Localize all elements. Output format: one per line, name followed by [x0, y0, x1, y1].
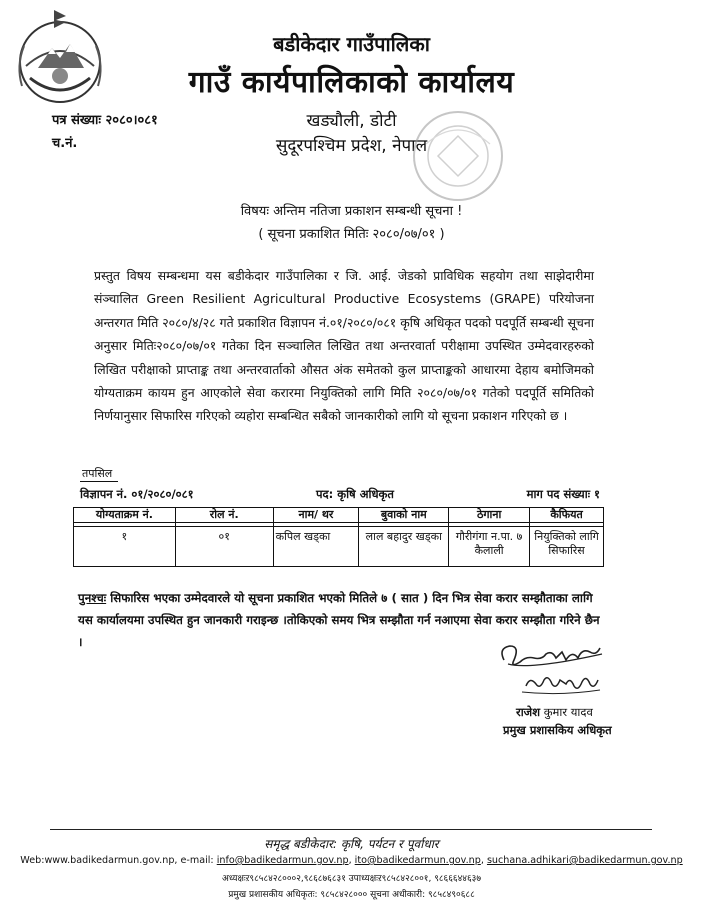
- cell-merit-rank: १: [74, 527, 176, 567]
- cell-remarks: नियुक्तिको लागि सिफारिस: [530, 527, 604, 567]
- footer-divider: [50, 829, 652, 830]
- footer-sep-2: ,: [480, 855, 487, 866]
- footer-slogan: समृद्ध बडीकेदार: कृषि, पर्यटन र पूर्वाधार: [264, 837, 439, 851]
- handwritten-signature: [490, 640, 610, 700]
- signatory-name: [516, 705, 593, 720]
- footer-phone-line-2: प्रमुख प्रशासकीय अधिकृतः: ९८५८४२८००० सूचना अधीकारी: ९८५८४९०६८८: [228, 890, 475, 900]
- schedule-underline: [80, 481, 118, 482]
- cell-father-name: लाल बहादुर खड्का: [359, 527, 449, 567]
- cell-name: कपिल खड्का: [273, 527, 359, 567]
- org-name: बडीकेदार गाउँपालिका: [273, 32, 430, 56]
- header-remarks: कैफियत: [530, 508, 604, 523]
- notice-subject: विषयः अन्तिम नतिजा प्रकाशन सम्बन्धी सूचना !: [240, 204, 463, 219]
- demand-post-count: माग पद संख्याः १: [526, 487, 600, 501]
- table-row: [74, 527, 604, 567]
- postscript-text: सिफारिस भएका उम्मेदवारले यो सूचना प्रकाशित भएको मितिले ७ ( सात ) दिन भित्र सेवा करार सम्झौताका लागि यस कार्यालयमा उपस्थित हुन जानकारी गराइन्छ ।तोकिएको समय भित्र सम्झौता गर्न नआएमा सेवा करार सम्झौता गरिने छैन ।: [78, 591, 600, 649]
- office-name: गाउँ कार्यपालिकाको कार्यालय: [188, 65, 515, 100]
- signatory-first-name: राजेश: [516, 705, 541, 719]
- signatory-rest-name: कुमार यादव: [540, 705, 593, 719]
- signatory-title: प्रमुख प्रशासकिय अधिकृत: [503, 723, 612, 737]
- result-table: [73, 507, 604, 567]
- header-name: नाम/ थर: [273, 508, 359, 523]
- cell-address: गौरीगंगा न.पा. ७ कैलाली: [449, 527, 530, 567]
- footer-sep-1: ,: [348, 855, 355, 866]
- office-seal-stamp: [408, 106, 508, 206]
- letter-number-value: २०८०।०८१: [105, 113, 158, 128]
- cell-roll-no: ०१: [175, 527, 273, 567]
- header-merit-rank: योग्यताक्रम नं.: [74, 508, 176, 523]
- advertisement-number: विज्ञापन नं. ०१/२०८०/०८१: [80, 487, 194, 501]
- address-line-2: सुदूरपश्चिम प्रदेश, नेपाल: [275, 136, 428, 156]
- dispatch-number-label: च.नं.: [52, 136, 78, 151]
- footer-web-prefix: Web:www.badikedarmun.gov.np, e-mail:: [20, 855, 217, 866]
- email-link-info[interactable]: info@badikedarmun.gov.np: [216, 855, 349, 866]
- email-link-ito[interactable]: ito@badikedarmun.gov.np: [354, 855, 481, 866]
- header-roll-no: रोल नं.: [175, 508, 273, 523]
- notice-body: प्रस्तुत विषय सम्बन्धमा यस बडीकेदार गाउँपालिका र जि. आई. जेडको प्राविधिक सहयोग तथा साझेदारीमा संञ्चालित Green Resilient Agricultural Productive Ecosystems (GRAPE) परियोजना अन्तरगत मिति २०८०/४/२८ गते प्रकाशित विज्ञापन नं.०१/२०८०/०८१ कृषि अधिकृत पदको पदपूर्ति सम्बन्धी सूचना अनुसार मितिः२०८०/०७/०१ गतेका दिन सञ्चालित लिखित तथा अन्तरवार्ता परीक्षामा उपस्थित उम्मेदवारहरुको लिखित परीक्षाको प्राप्ताङ्क तथा अन्तरवार्ताको औसत अंक समेतको कुल प्राप्ताङ्कको आधारमा देहाय बमोजिमको योग्यताक्रम कायम हुन आएकोले सेवा करारमा नियुक्तिको लागि मिति २०८०/०७/०१ गतेको पदपूर्ति समितिको निर्णयानुसार सिफारिस गरिएको व्यहोरा सम्बन्धित सबैको जानकारीको लागि यो सूचना प्रकाशन गरिएको छ ।: [94, 268, 594, 424]
- footer-contact: [0, 855, 703, 866]
- header-father-name: बुवाको नाम: [359, 508, 449, 523]
- publish-date: ( सूचना प्रकाशित मितिः २०८०/०७/०१ ): [258, 227, 445, 242]
- post-name: पद: कृषि अधिकृत: [316, 487, 394, 501]
- schedule-heading: तपसिल: [82, 467, 113, 480]
- address-line-1: खड्यौली, डोटी: [306, 111, 397, 131]
- postscript-label: पुनश्चः: [78, 591, 107, 605]
- letter-number-label: पत्र संख्याः: [52, 113, 102, 128]
- table-header-row: [74, 508, 604, 523]
- footer-phone-line-1: अध्यक्षःऱ९८५८४२८०००२,९८६८७६८३१ उपाध्यक्षःऱ९८५८४२८००१, ९८६६६४४६३७: [221, 874, 481, 884]
- email-link-suchana[interactable]: suchana.adhikari@badikedarmun.gov.np: [486, 855, 683, 866]
- header-address: ठेगाना: [449, 508, 530, 523]
